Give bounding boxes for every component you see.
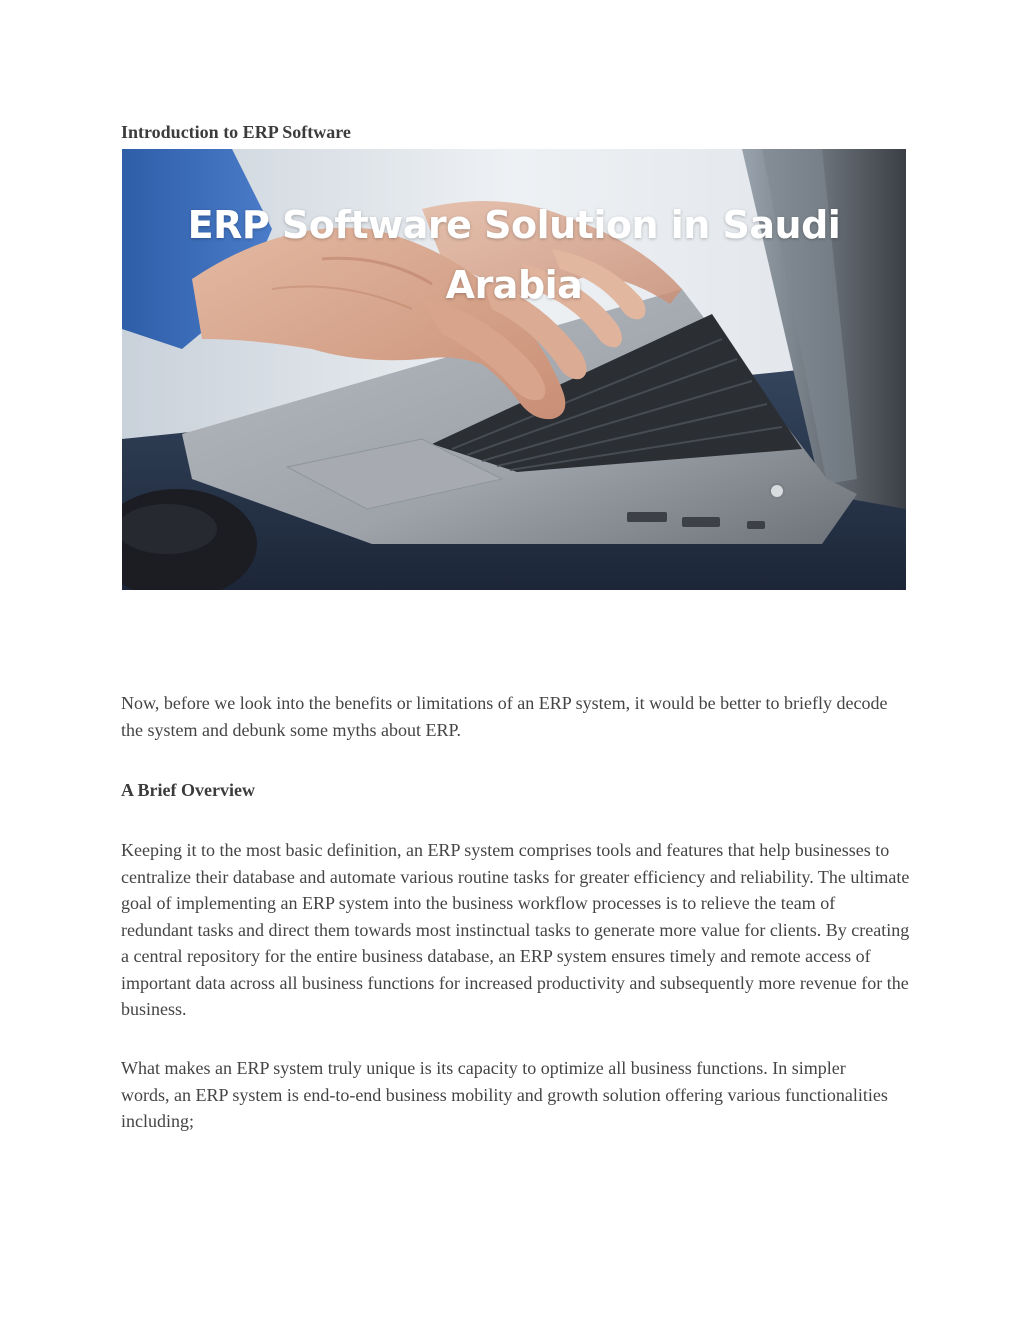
- hero-image: [122, 149, 906, 590]
- heading-introduction: Introduction to ERP Software: [121, 122, 351, 142]
- hero-caption: ERP Software Solution in Saudi Arabia: [187, 203, 841, 307]
- paragraph-overview: Keeping it to the most basic definition, an ERP system comprises tools and features that help businesses to centralize their database and automate various routine tasks for greater efficiency and reliability. The ultimate goal of implementing an ERP system into the business workflow processes is to relieve the team of redundant tasks and direct them towards most instinctual tasks to generate more value for clients. By creating a central repository for the entire business database, an ERP system ensures timely and remote access of important data across all business functions for increased productivity and subsequently more revenue for the business.: [121, 840, 910, 1019]
- paragraph-intro: Now, before we look into the benefits or limitations of an ERP system, it would be better to briefly decode the system and debunk some myths about ERP.: [121, 693, 888, 740]
- heading-brief-overview: A Brief Overview: [121, 780, 255, 800]
- paragraph-unique: What makes an ERP system truly unique is its capacity to optimize all business functions. In simpler words, an ERP system is end-to-end business mobility and growth solution offering various functionalities including;: [121, 1058, 888, 1131]
